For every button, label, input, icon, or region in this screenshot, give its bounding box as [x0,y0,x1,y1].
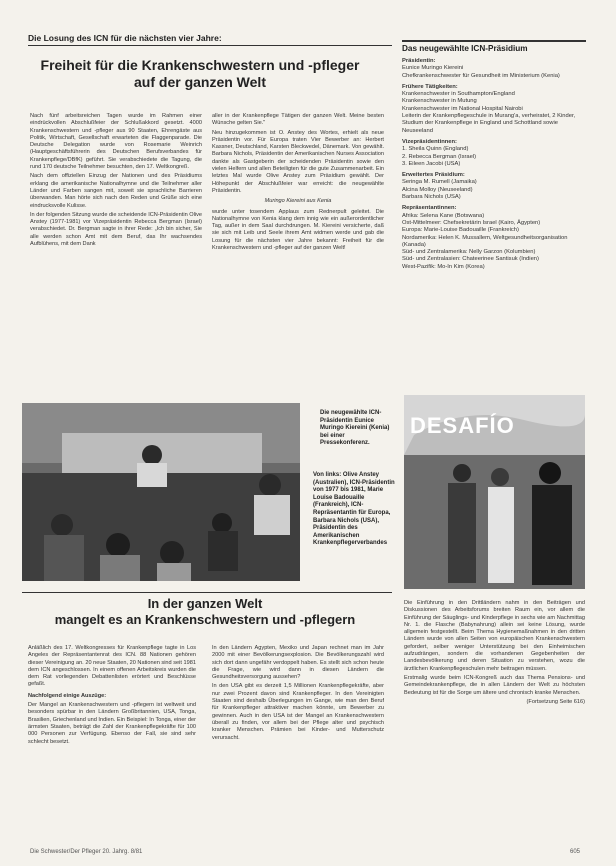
line: Krankenschwester im National Hospital Nairobi [402,105,523,112]
article2-title-line1: In der ganzen Welt [147,596,263,611]
section-head: Repräsentantinnen: [402,205,457,212]
paragraph: Nach dem offiziellen Einzug der Nationen und des Präsidiums erklang die amerikanische Nationalhymne und die Teilnehmer aller Länder und Farben sangen mit, soweit sie sprachliche Barrieren überwanden. Man hörte sich nach den Reden und Grüße sich eine eindrucksvolle Kulisse. [30,173,202,209]
line: Afrika: Selena Kane (Botswana) [402,212,485,219]
press-conference-photo-graphic [22,403,300,581]
page-title [30,57,370,91]
line: Europa: Marie-Louise Badouaille (Frankreich) [402,227,519,234]
mid-rule [22,592,392,593]
paragraph: Nach fünf arbeitsreichen Tagen wurde im Rahmen einer eindrückvollen Abschlußfeier der Schlußakkord gesetzt. 4000 Krankenschwestern und -pfleger aus 90 Staaten, Ehrengäste aus Politik, Wirtschaft, Gesellschaft erwarteten die Flaggenparade. Die Deutsche Delegation wurde von Rosemarie Weinrich (Hauptgeschäftsführerin des Deutschen Berufsverbandes für Krankenpflege/DBfK) geführt. Sie verabschiedete die Tagung, die rund 170 deutsche Teilnehmer besuchten, den 17. Weltkongreß. [30,113,202,171]
article2-col1 [28,645,196,840]
line: West-Pazifik: Mo-In Kim (Korea) [402,263,485,270]
section-head: Vizepräsidentinnen: [402,138,457,145]
section-head: Präsidentin: [402,58,436,64]
page-title-line1: Freiheit für die Krankenschwestern und -pfleger [40,57,360,73]
line: Chefkrankenschwester für Gesundheit im Ministerium (Kenia) [402,72,560,79]
article1-col2 [212,113,384,323]
sidebox-rule [402,40,586,42]
sidebox-title: Das neugewählte ICN-Präsidium [402,44,528,53]
paragraph: wurde unter tosendem Applaus zum Rednerpult geleitet. Die Nationalhymne von Kenia klang dem innig wie ein außerordentlicher Tag, außer in dem Saal durchdrungen. M. Kiereini versicherte, daß sie sich mit Leib und Seele ihrem Amt widmen werde und gab die Losung für die nächsten vier Jahre bekannt: Freiheit für die Krankenschwestern und -pfleger auf der ganzen Welt! [212,208,384,252]
page-title-line2: auf der ganzen Welt [134,74,266,90]
kicker: Die Losung des ICN für die nächsten vier Jahre: [28,33,222,43]
continued-note: (Fortsetzung Seite 616) [526,698,585,705]
article2-col2 [212,645,384,840]
press-conference-photo [22,403,300,581]
article2-col3 [404,600,585,832]
line: 1. Sheila Quinn (England) [402,146,469,153]
line: Ost-Mittelmeer: Chefsekretärin Israel (Kairo, Ägypten) [402,219,541,226]
subheading: Muringo Kiereini aus Kenia [264,198,332,205]
paragraph: aller in der Krankenpflege Tätigen der ganzen Welt. Meine besten Wünsche gelten Sie." [212,113,384,127]
line: Barbara Nichols (USA) [402,194,461,201]
footer-left: Die Schwester/Der Pfleger 20. Jahrg. 8/81 [30,849,143,855]
paragraph: Die Einführung in den Drittländern nahm in den Beiträgen und Diskussionen des Arbeitsforums breiten Raum ein, vor allem die Einführung der Säuglings- und Kinderpflege in sechs wie am Nachmittag Nr. 1. die Flasche (Babynahrung) allein sei keine Lösung, wurde allgemein festgestellt. Beim Thema Hygienemaßnahmen in den dritten Ländern wurde von allen Seiten von europäischen Krankenschwestern gefordert, selber weniger Unterstützung bei den Einheimischen aufzudrängen, sondern die vorhandenen Gegebenheiten der Landesbevölkerung und deren Situation zu verstehen, wozu die ärztlichen Krankenpflegeschulen mehr beitragen müssen. [404,600,585,672]
line: Leiterin der Krankenpflegeschule in Murang'a, verheiratet, 2 Kinder, Studium der Krankenpflege in England und Schottland sowie Neuseeland [402,113,576,134]
subheading: Nachfolgend einige Auszüge: [28,692,107,699]
section-head: Erweitertes Präsidium: [402,172,465,179]
caption-press-conference: Die neugewählte ICN-Präsidentin Eunice Muringo Kiereini (Kenia) bei einer Pressekonferenz. [320,410,390,447]
line: Krankenschwester in Southampton/England [402,91,515,98]
section-head: Frühere Tätigkeiten: [402,83,458,90]
paragraph: Neu hinzugekommen ist O. Anstey des Wortes, erhielt als neue Präsidentin vor. Für Europa traten Vier Bewerber an: Herbert Kassner, Deutschland, Karsten Bleckwedel, Dänemark. Von gewählt. Barbara Nichols, Präsidentin der Amerikanischen Nurses Association dankte als Gastgeberin der scheidenden Präsidentin sowie den vielen Helfern und allen Beteiligten für die gute Zusammenarbeit. Ein letztes Mal wurde Olive Anstey zum Präsidium gewählt. Der Höhepunkt der Abschlußfeier war erreicht: die neugewählte Präsidentin. [212,129,384,194]
paragraph: In der folgenden Sitzung wurde die scheidende ICN-Präsidentin Olive Anstey (1977-1981) vor Vizepräsidentin Rebecca Bergman (Israel) verabschiedet. Dr. Bergman sagte in ihrer Rede: „Ich bin sicher, Sie alle werden schon Amt mit dem Beruf, das Ihr wachsendes Aufblühens, mit dem Dank [30,211,202,248]
line: Nordamerika: Helen K. Mussallem, Weltgesundheitsorganisation (Kanada) [402,234,568,248]
paragraph: Erstmalig wurde beim ICN-Kongreß auch das Thema Pensions- und Gemeindekrankenpflege, die in allen Ländern der Welt zu höchsten Bedeutung ist für die Sorge um ältere und chronisch kranke Menschen. [404,674,585,696]
paragraph: In den USA gibt es derzeit 1,5 Millionen Krankenpflegekräfte, aber nur zwei Prozent davon sind Krankenpfleger. In den Vereinigten Staaten sind deshalb Überlegungen im Gange, wie man den Beruf für Krankenpfleger attraktiver machen könnte, um Bewerber zu gewinnen. Auch in den USA ist der Mangel an Krankenschwestern überall zu finden, vor allem bei der Pflege alter und psychisch kranker Menschen. Prämien bei Kinder- und Mutterschutz verursacht. [212,683,384,741]
line: Alcina Molloy (Neuseeland) [402,186,473,193]
caption-group-photo: Von links: Olive Anstey (Australien), ICN-Präsidentin von 1977 bis 1981, Marie Louise Badouaille (Frankreich), ICN-Repräsentantin für Europa, Barbara Nichols (USA), Präsidentin des Amerikanischen Krankenpflegerverbandes [313,472,395,547]
line: 3. Eileen Jacobi (USA) [402,160,461,167]
banner-text: DESAFÍO [410,413,515,438]
page-number: 605 [570,849,581,855]
sidebox-body [402,58,586,271]
group-photo [404,395,585,589]
line: 2. Rebecca Bergman (Israel) [402,153,477,160]
article2-title-line2: mangelt es an Krankenschwestern und -pflegern [54,612,356,627]
paragraph: Anläßlich des 17. Weltkongresses für Krankenpflege tagte in Los Angeles der Repräsentantenrat des ICN. 88 Nationen gehören dieser Vereinigung an. 20 neue Staaten, 20 Nationen sind seit 1981 dem ICN angeschlossen. In einem offenen Arbeitskreis wurden die dem Rat vorliegenden Debattenlisten erörtert und Beschlüsse gefaßt. [28,645,196,688]
line: Krankenschwester in Mutung [402,98,477,105]
paragraph: Der Mangel an Krankenschwestern und -pflegern ist weltweit und besonders spürbar in den Ländern Großbritannien, USA, Tonga, Brasilien, Griechenland und Indien. Ein Beispiel: In Tonga, einer der ärmsten Staaten, beträgt die Zahl der Krankenpflegekräfte für 100 000 Personen zur Verfügung. Ebenso der Fall, sie sind sehr schlecht besetzt. [28,702,196,745]
line: Seringa M. Rumell (Jamaika) [402,179,477,186]
line: Eunice Muringo Kiereini [402,65,464,72]
top-rule [28,45,392,46]
line: Süd- und Zentralasien: Chateerinee Santisuk (Indien) [402,256,539,263]
article2-title [40,596,370,628]
line: Süd- und Zentralamerika: Nelly Garzon (Kolumbien) [402,249,536,256]
paragraph: In den Ländern Ägypten, Mexiko und Japan rechnet man im Jahr 2000 mit einer Bevölkerungsexplosion. Die Bevölkerungszahl wird sich dort dann ungefähr verdoppelt haben. Es stellt sich schon heute die Frage, wie wird dann in diesen Ländern die Gesundheitsversorgung aussehen? [212,645,384,681]
article1-col1 [30,113,202,323]
